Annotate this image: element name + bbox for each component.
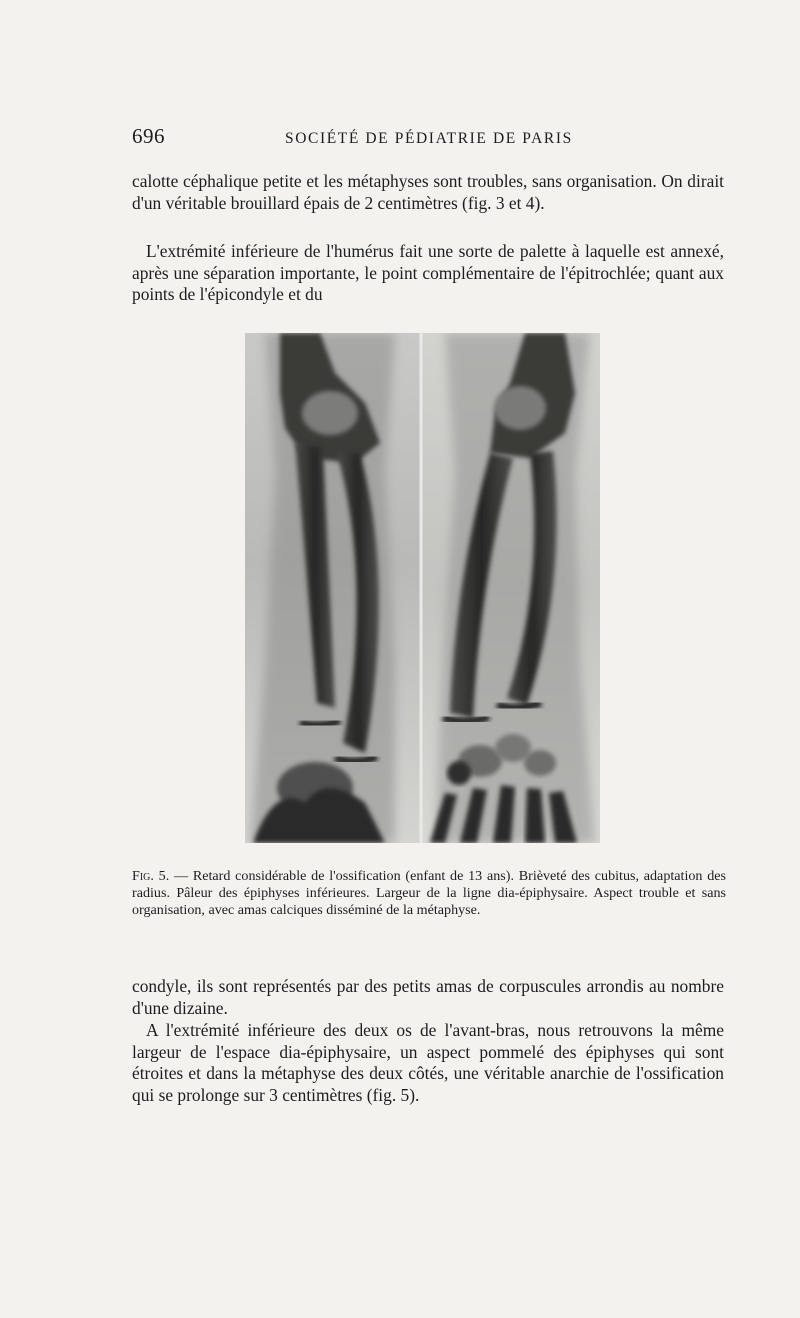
forearm-xray-image (245, 333, 600, 843)
figure-label: Fig. 5. (132, 868, 170, 884)
figure-caption (132, 868, 726, 919)
paragraph-text: A l'extrémité inférieure des deux os de l'avant-bras, nous retrouvons la même largeur de l'espace dia-épiphysaire, un aspect pommelé des épiphyses qui sont étroites et dans la métaphyse des deux côtés, une véritable anarchie de l'ossification qui se prolonge sur 3 centimètres (fig. 5). (132, 1020, 724, 1105)
body-paragraph (132, 241, 724, 306)
body-paragraph (132, 1020, 724, 1106)
xray-figure (245, 333, 600, 843)
running-head: SOCIÉTÉ DE PÉDIATRIE DE PARIS (285, 130, 573, 147)
paragraph-text: L'extrémité inférieure de l'humérus fait une sorte de palette à laquelle est annexé, après une séparation importante, le point complémentaire de l'épitrochlée; quant aux points de l'épicondyle et du (132, 241, 724, 304)
body-paragraph: condyle, ils sont représentés par des petits amas de corpuscules arrondis au nombre d'une dizaine. (132, 976, 724, 1018)
body-paragraph: calotte céphalique petite et les métaphyses sont troubles, sans organisation. On dirait d'un véritable brouillard épais de 2 centimètres (fig. 3 et 4). (132, 171, 724, 213)
figure-caption-text: — Retard considérable de l'ossification (enfant de 13 ans). Brièveté des cubitus, adaptation des radius. Pâleur des épiphyses inférieures. Largeur de la ligne dia-épiphysaire. Aspect trouble et sans organisation, avec amas calciques disséminé de la métaphyse. (132, 868, 727, 918)
page-number: 696 (132, 124, 165, 148)
